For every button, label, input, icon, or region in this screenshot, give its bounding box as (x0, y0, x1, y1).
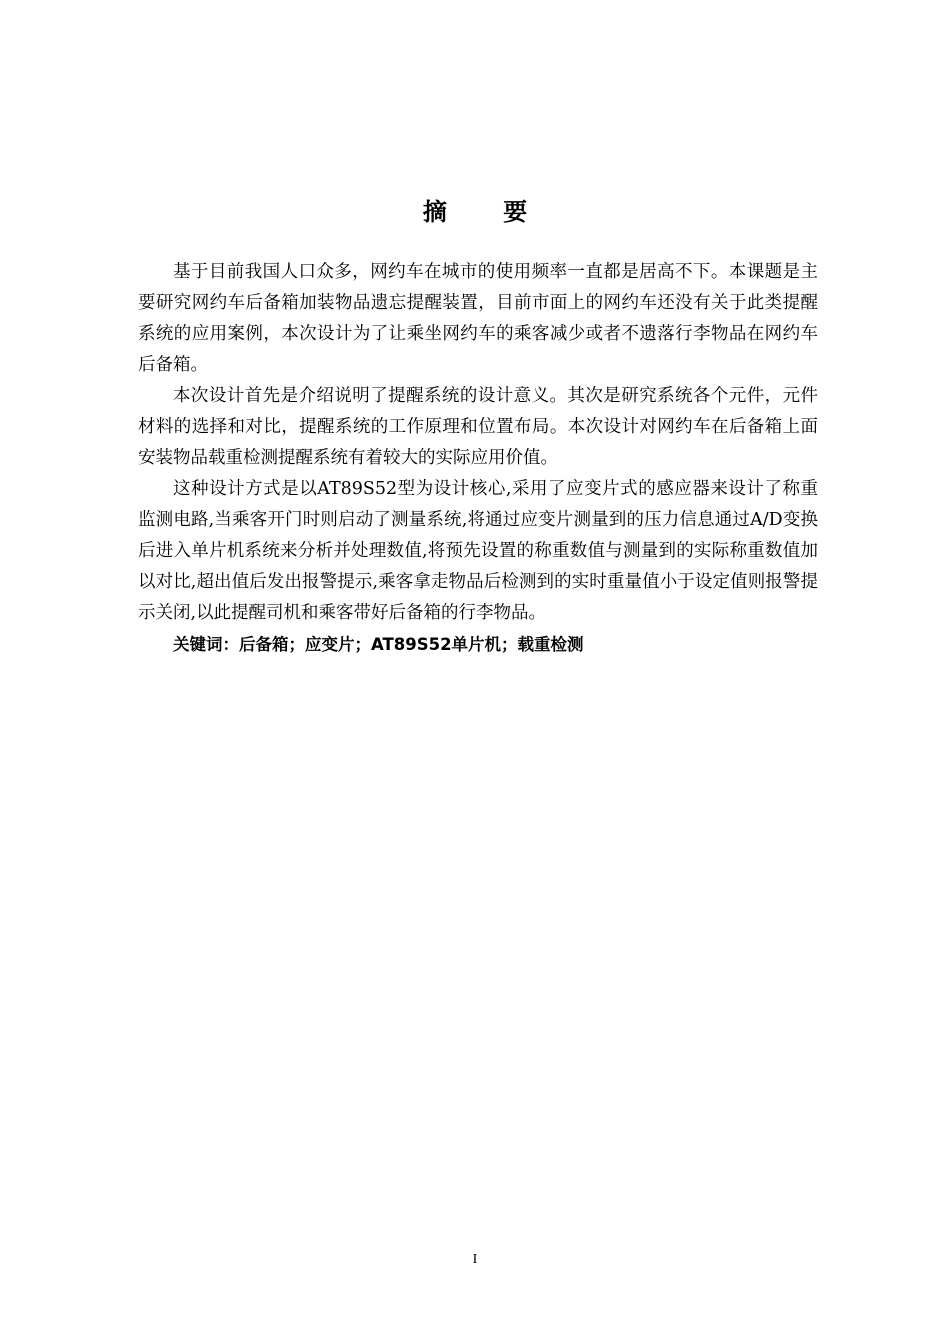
page-number: I (472, 1252, 478, 1267)
abstract-title: 摘 要 (422, 198, 552, 226)
abstract-body (138, 257, 818, 660)
abstract-paragraph-3: 这种设计方式是以AT89S52型为设计核心,采用了应变片式的感应器来设计了称重监测电路,当乘客开门时则启动了测量系统,将通过应变片测量到的压力信息通过A/D变换后进入单片机系统来分析并处理数值,将预先设置的称重数值与测量到的实际称重数值加以对比,超出值后发出报警提示,乘客拿走物品后检测到的实时重量值小于设定值则报警提示关闭,以此提醒司机和乘客带好后备箱的行李物品。 (138, 479, 818, 623)
abstract-paragraph-1: 基于目前我国人口众多，网约车在城市的使用频率一直都是居高不下。本课题是主要研究网约车后备箱加装物品遗忘提醒装置，目前市面上的网约车还没有关于此类提醒系统的应用案例，本次设计为了让乘坐网约车的乘客减少或者不遗落行李物品在网约车后备箱。 (138, 262, 818, 375)
abstract-paragraph-2: 本次设计首先是介绍说明了提醒系统的设计意义。其次是研究系统各个元件，元件材料的选择和对比，提醒系统的工作原理和位置布局。本次设计对网约车在后备箱上面安装物品载重检测提醒系统有着较大的实际应用价值。 (138, 386, 818, 468)
keywords-line: 关键词：后备箱；应变片；AT89S52单片机；载重检测 (173, 635, 584, 654)
